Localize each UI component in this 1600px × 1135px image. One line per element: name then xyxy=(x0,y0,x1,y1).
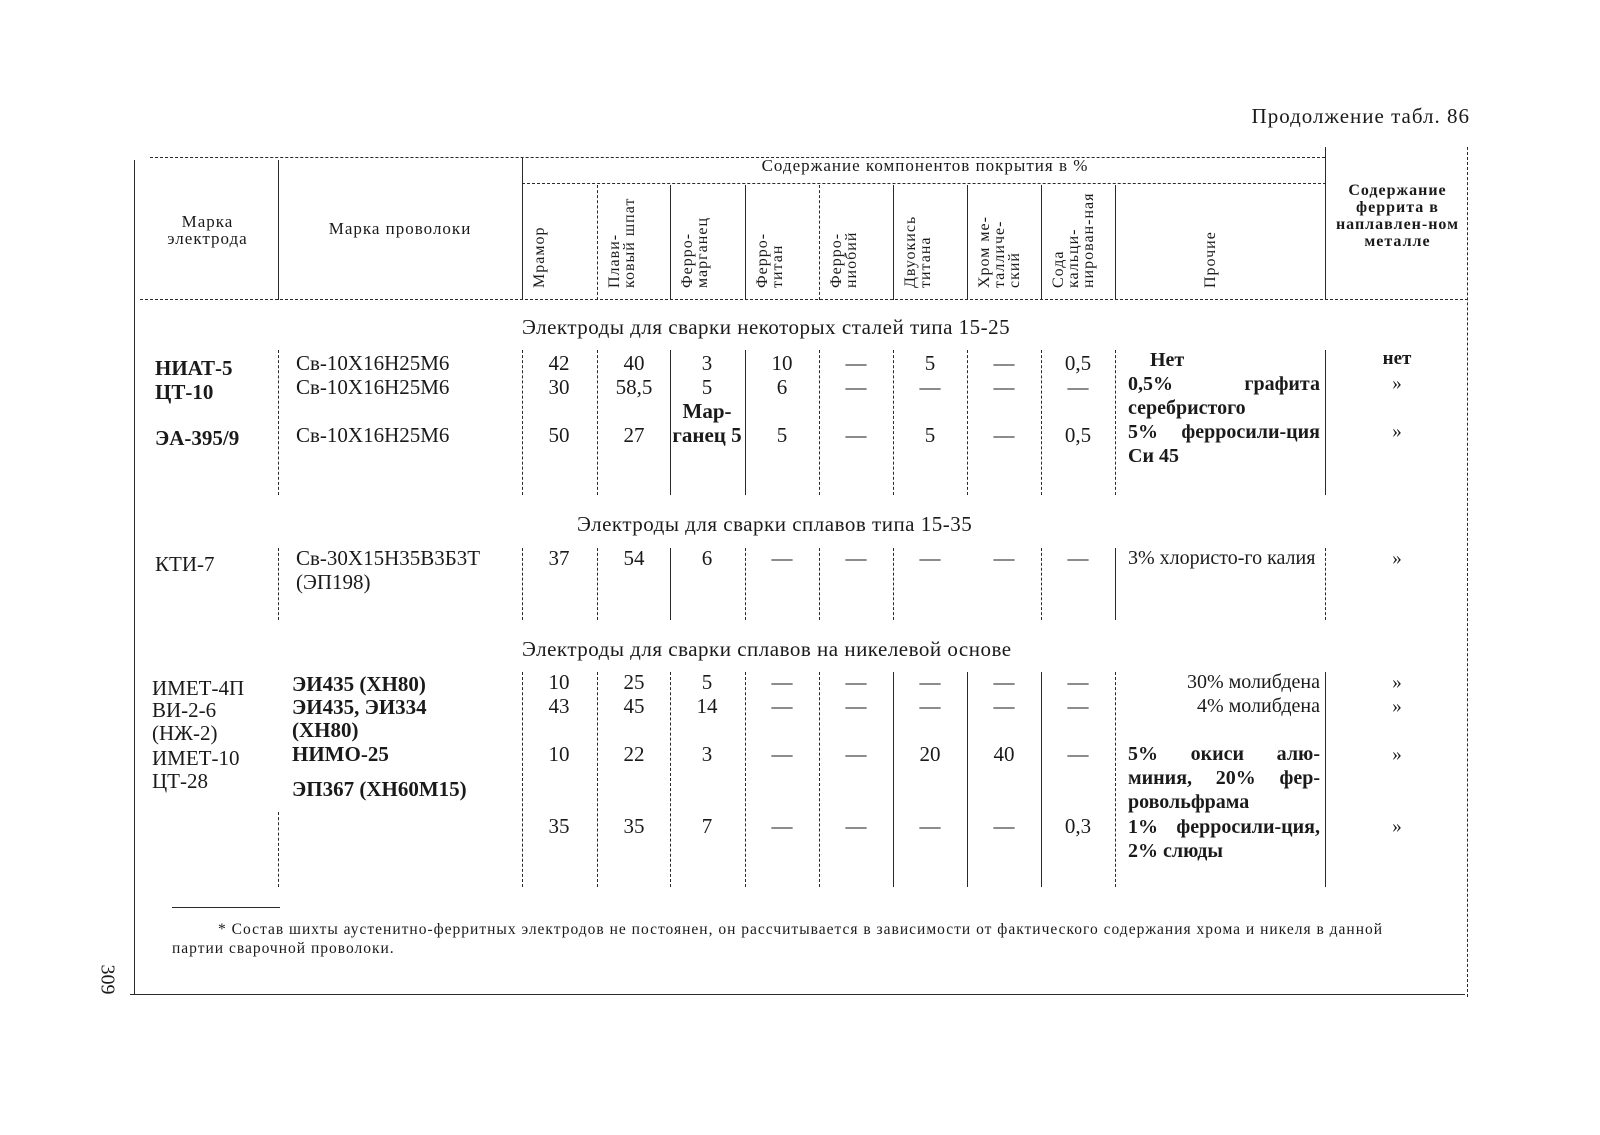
page-number: 309 xyxy=(96,964,119,995)
value-cell: — xyxy=(993,814,1015,838)
value-cell: 30 xyxy=(548,375,570,399)
footnote: * Состав шихты аустенитно-ферритных электродов не постоянен, он рассчитывается в зависимости от фактического содержания хрома и никеля в данной партии сварочной проволоки. xyxy=(172,921,1384,957)
value-cell: — xyxy=(993,351,1015,375)
value-cell: — xyxy=(1067,742,1089,766)
header-component: Прочие xyxy=(1202,231,1219,288)
value-cell: — xyxy=(993,694,1015,718)
value-cell: — xyxy=(1067,694,1089,718)
value-cell: 42 xyxy=(548,351,570,375)
ferrite-cell: » xyxy=(1392,373,1402,394)
value-cell: — xyxy=(993,546,1015,570)
ferrite-cell: » xyxy=(1392,672,1402,693)
value-cell: 10 xyxy=(771,351,793,375)
other-cell: 1% ферросили-ция, 2% слюды xyxy=(1128,816,1320,862)
other-cell: 5% окиси алю-миния, 20% фер-ровольфрама xyxy=(1128,743,1320,813)
value-cell: — xyxy=(919,694,941,718)
header-component: Ферро-ниобий xyxy=(828,231,860,288)
value-cell: Мар-ганец 5 xyxy=(672,399,742,447)
value-cell: — xyxy=(845,423,867,447)
value-cell: 5 xyxy=(924,423,936,447)
header-component: Мрамор xyxy=(531,226,548,288)
wire-cell: Св-30Х15Н35В3Б3Т (ЭП198) xyxy=(296,546,481,594)
value-cell: 43 xyxy=(548,694,570,718)
header-component: Ферро-марганец xyxy=(679,216,711,288)
header-component: Хром ме-талличе-ский xyxy=(976,216,1023,288)
value-cell: 3 xyxy=(701,742,713,766)
table-caption: Продолжение табл. 86 xyxy=(1251,104,1470,128)
ferrite-cell: » xyxy=(1392,421,1402,442)
section-title-15-25: Электроды для сварки некоторых сталей типа 15-25 xyxy=(522,315,1011,339)
value-cell: — xyxy=(919,670,941,694)
electrode-cell: ИМЕТ-10 xyxy=(152,746,240,770)
wire-cell: Св-10Х16Н25М6 xyxy=(296,375,450,399)
electrode-cell: КТИ-7 xyxy=(155,552,215,576)
value-cell: — xyxy=(919,814,941,838)
value-cell: — xyxy=(845,351,867,375)
value-cell: — xyxy=(771,670,793,694)
header-component: Двуокись титана xyxy=(902,215,934,288)
ferrite-cell: » xyxy=(1392,548,1402,569)
value-cell: — xyxy=(1067,546,1089,570)
wire-cell: ЭП367 (ХН60М15) xyxy=(292,777,467,801)
value-cell: — xyxy=(771,694,793,718)
value-cell: 3 xyxy=(701,351,713,375)
value-cell: — xyxy=(919,375,941,399)
electrode-cell: ВИ-2-6 (НЖ-2) xyxy=(152,698,218,745)
value-cell: 35 xyxy=(623,814,645,838)
value-cell: 27 xyxy=(623,423,645,447)
other-cell: 4% молибдена xyxy=(1196,695,1320,717)
header-component: Сода кальци-нирован-ная xyxy=(1050,192,1097,288)
value-cell: 10 xyxy=(548,742,570,766)
wire-cell: НИМО-25 xyxy=(292,742,389,766)
value-cell: 22 xyxy=(623,742,645,766)
value-cell: 25 xyxy=(623,670,645,694)
header-coating-group: Содержание компонентов покрытия в % xyxy=(761,156,1089,175)
value-cell: 0,5 xyxy=(1064,423,1092,447)
header-component: Плави-ковый шпат xyxy=(606,197,638,288)
value-cell: 35 xyxy=(548,814,570,838)
wire-cell: Св-10Х16Н25М6 xyxy=(296,423,450,447)
section-title-nickel: Электроды для сварки сплавов на никелевой основе xyxy=(522,637,1012,661)
value-cell: — xyxy=(1067,375,1089,399)
wire-cell: ЭИ435, ЭИ334 (ХН80) xyxy=(292,695,427,742)
electrode-cell: ИМЕТ-4П xyxy=(152,676,245,700)
other-cell: 3% хлористо-го калия xyxy=(1128,547,1316,569)
value-cell: — xyxy=(993,670,1015,694)
value-cell: 0,5 xyxy=(1064,351,1092,375)
value-cell: 5 xyxy=(701,670,713,694)
value-cell: — xyxy=(845,694,867,718)
value-cell: 45 xyxy=(623,694,645,718)
electrode-cell: ЦТ-10 xyxy=(155,380,214,404)
value-cell: 10 xyxy=(548,670,570,694)
value-cell: 20 xyxy=(919,742,941,766)
other-cell: 0,5% графита серебристого xyxy=(1128,373,1320,419)
value-cell: — xyxy=(845,546,867,570)
value-cell: — xyxy=(993,375,1015,399)
header-electrode: Марка электрода xyxy=(167,212,248,248)
value-cell: 5 xyxy=(924,351,936,375)
value-cell: — xyxy=(771,742,793,766)
value-cell: 0,3 xyxy=(1064,814,1092,838)
value-cell: — xyxy=(771,546,793,570)
value-cell: — xyxy=(845,814,867,838)
value-cell: — xyxy=(845,670,867,694)
electrode-cell: ЭА-395/9 xyxy=(155,426,240,450)
wire-cell: Св-10Х16Н25М6 xyxy=(296,351,450,375)
value-cell: 40 xyxy=(993,742,1015,766)
header-ferrite: Содержание феррита в наплавлен-ном металле xyxy=(1335,182,1460,250)
value-cell: 5 xyxy=(776,423,788,447)
value-cell: 58,5 xyxy=(615,375,653,399)
ferrite-cell: нет xyxy=(1382,348,1412,369)
value-cell: 7 xyxy=(701,814,713,838)
value-cell: 6 xyxy=(776,375,788,399)
header-wire: Марка проволоки xyxy=(328,219,472,238)
value-cell: — xyxy=(771,814,793,838)
ferrite-cell: » xyxy=(1392,744,1402,765)
value-cell: — xyxy=(845,375,867,399)
value-cell: 37 xyxy=(548,546,570,570)
other-cell: 5% ферросили-ция Си 45 xyxy=(1128,421,1320,467)
value-cell: 6 xyxy=(701,546,713,570)
value-cell: 54 xyxy=(623,546,645,570)
electrode-cell: НИАТ-5 xyxy=(155,356,233,380)
ferrite-cell: » xyxy=(1392,816,1402,837)
header-component: Ферро-титан xyxy=(754,232,786,288)
section-title-15-35: Электроды для сварки сплавов типа 15-35 xyxy=(577,512,973,536)
value-cell: 50 xyxy=(548,423,570,447)
wire-cell: ЭИ435 (ХН80) xyxy=(292,672,426,696)
value-cell: — xyxy=(845,742,867,766)
ferrite-cell: » xyxy=(1392,696,1402,717)
value-cell: 5 xyxy=(701,375,713,399)
value-cell: 14 xyxy=(696,694,718,718)
electrode-cell: ЦТ-28 xyxy=(152,769,208,793)
value-cell: — xyxy=(993,423,1015,447)
value-cell: 40 xyxy=(623,351,645,375)
value-cell: — xyxy=(1067,670,1089,694)
other-cell: 30% молибдена xyxy=(1186,671,1320,693)
value-cell: — xyxy=(919,546,941,570)
other-cell: Нет xyxy=(1150,349,1185,371)
